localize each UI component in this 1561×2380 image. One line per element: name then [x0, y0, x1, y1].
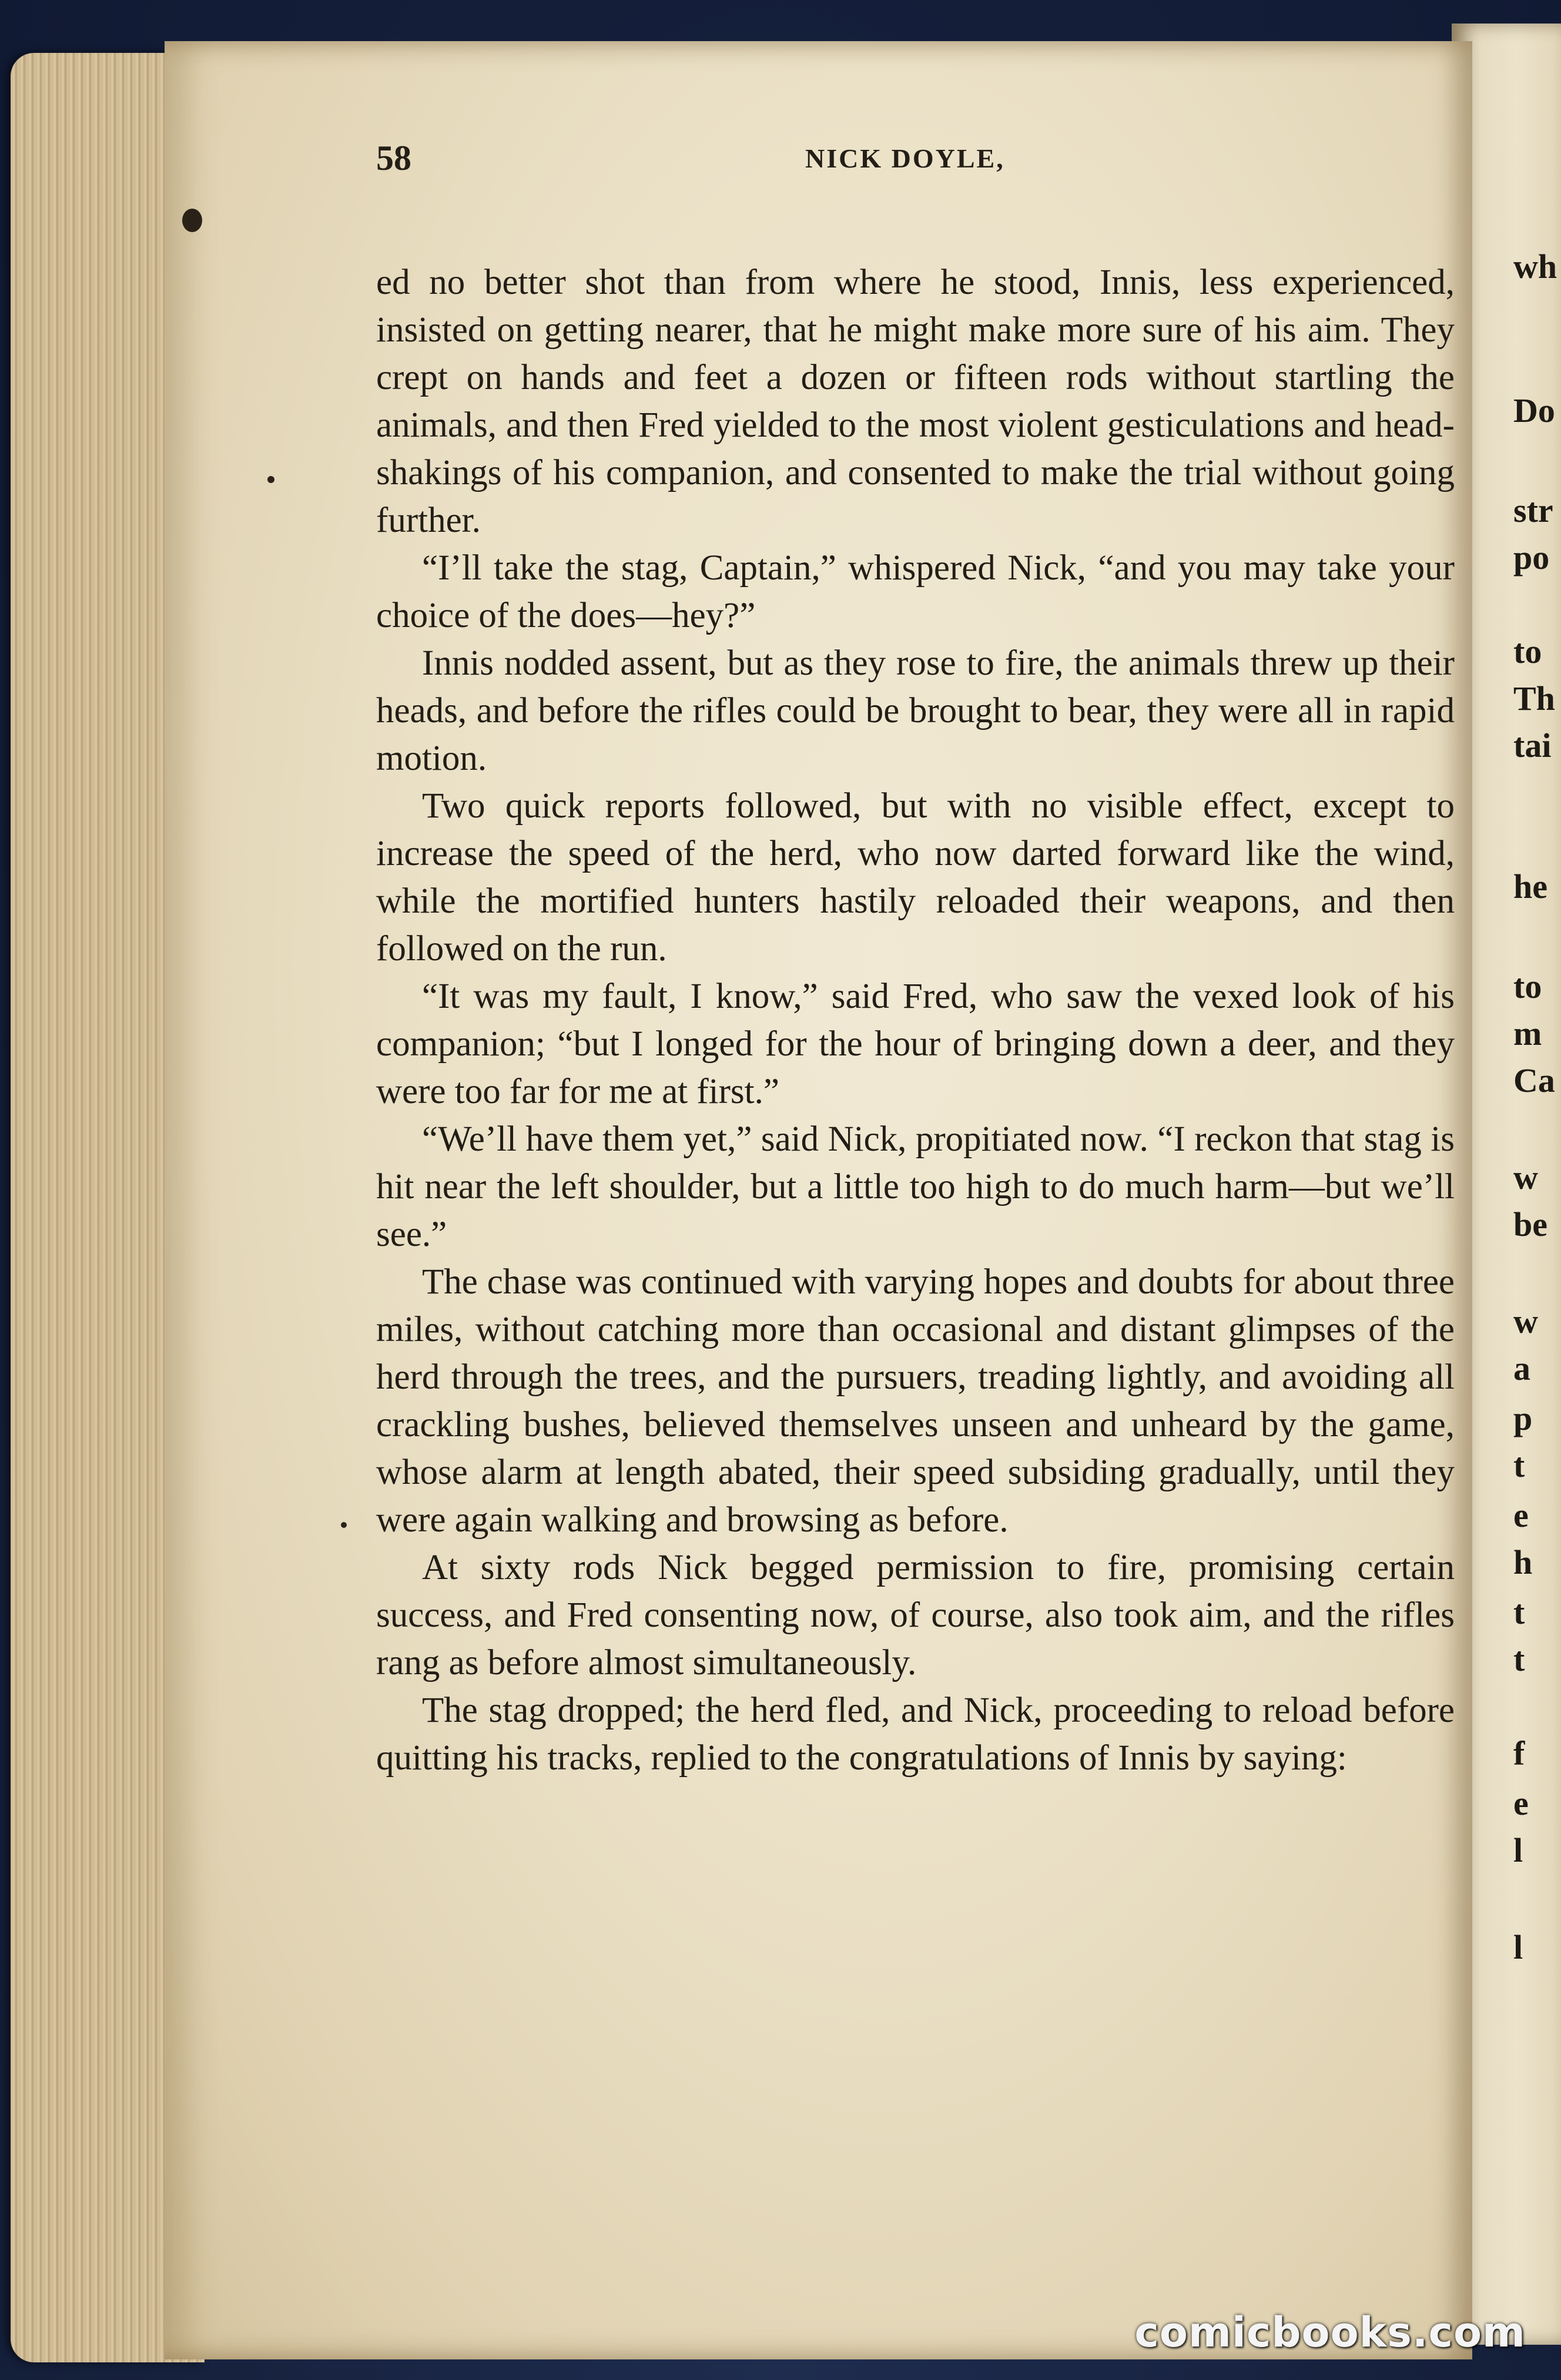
paragraph: “We’ll have them yet,” said Nick, propitiated now. “I reckon that stag is hit near the left shoulder, but a little too high to do much harm—but we’ll see.”: [376, 1119, 1455, 1254]
facing-page-text: [1502, 0, 1561, 2380]
paragraph: ed no better shot than from where he stood, Innis, less experienced, insisted on getting nearer, that he might make more sure of his aim. They crept on hands and feet a dozen or fifteen rods without startling the animals, and then Fred yielded to the most violent gesticulations and head-shakings of his companion, and consented to make the trial without going further.: [376, 263, 1455, 540]
facing-fragment: h: [1513, 1543, 1533, 1581]
facing-fragment: t: [1513, 1446, 1525, 1484]
facing-fragment: e: [1513, 1496, 1529, 1534]
facing-fragment: he: [1513, 867, 1547, 906]
facing-fragment: p: [1513, 1399, 1533, 1437]
facing-fragment: l: [1513, 1831, 1523, 1869]
ink-speck: [182, 209, 202, 232]
paragraph: The stag dropped; the herd fled, and Nick, proceeding to reload before quitting his tracks, replied to the congratulations of Innis by saying:: [376, 1691, 1455, 1778]
facing-fragment: m: [1513, 1014, 1542, 1052]
facing-fragment: a: [1513, 1349, 1530, 1387]
facing-fragment: to: [1513, 967, 1542, 1005]
facing-fragment: l: [1513, 1928, 1523, 1966]
paragraph: The chase was continued with varying hopes and doubts for about three miles, without catching more than occasional and distant glimpses of the herd through the trees, and the pursuers, treading lightly, and avoiding all crackling bushes, believed themselves unseen and unheard by the game, whose alarm at length abated, their speed subsiding gradually, until they were again walking and browsing as before.: [376, 1262, 1455, 1540]
facing-fragment: po: [1513, 538, 1550, 576]
facing-fragment: Ca: [1513, 1061, 1555, 1100]
body-text: [376, 259, 1455, 1782]
facing-fragment: t: [1513, 1593, 1525, 1631]
running-title: NICK DOYLE,: [805, 143, 1005, 173]
paragraph: At sixty rods Nick begged permission to fire, promising certain success, and Fred consenting now, of course, also took aim, and the rifles rang as before almost simultaneously.: [376, 1548, 1455, 1682]
running-head: [165, 138, 1472, 203]
ink-speck: [267, 476, 274, 483]
facing-fragment: be: [1513, 1205, 1547, 1243]
facing-fragment: w: [1513, 1302, 1538, 1340]
page-number: 58: [376, 139, 411, 177]
paragraph: Innis nodded assent, but as they rose to fire, the animals threw up their heads, and before the rifles could be brought to bear, they were all in rapid motion.: [376, 643, 1455, 778]
paragraph: Two quick reports followed, but with no visible effect, except to increase the speed of the herd, who now darted forward like the wind, while the mortified hunters hastily reloaded their weapons, and then followed on the run.: [376, 786, 1455, 968]
facing-fragment: Th: [1513, 679, 1555, 718]
watermark-logo: comicbooks.com: [1134, 2308, 1526, 2356]
facing-fragment: e: [1513, 1784, 1529, 1822]
facing-fragment: f: [1513, 1734, 1525, 1772]
facing-fragment: w: [1513, 1158, 1538, 1196]
paragraph: “It was my fault, I know,” said Fred, who saw the vexed look of his companion; “but I longed for the hour of bringing down a deer, and they were too far for me at first.”: [376, 977, 1455, 1111]
facing-fragment: Do: [1513, 391, 1555, 430]
facing-fragment: to: [1513, 632, 1542, 671]
ink-speck: [341, 1522, 347, 1528]
facing-fragment: wh: [1513, 247, 1557, 286]
facing-fragment: str: [1513, 491, 1553, 529]
paragraph: “I’ll take the stag, Captain,” whispered Nick, “and you may take your choice of the does—hey?”: [376, 548, 1455, 635]
book-page: [165, 41, 1472, 2359]
facing-fragment: t: [1513, 1640, 1525, 1678]
facing-fragment: tai: [1513, 726, 1552, 765]
